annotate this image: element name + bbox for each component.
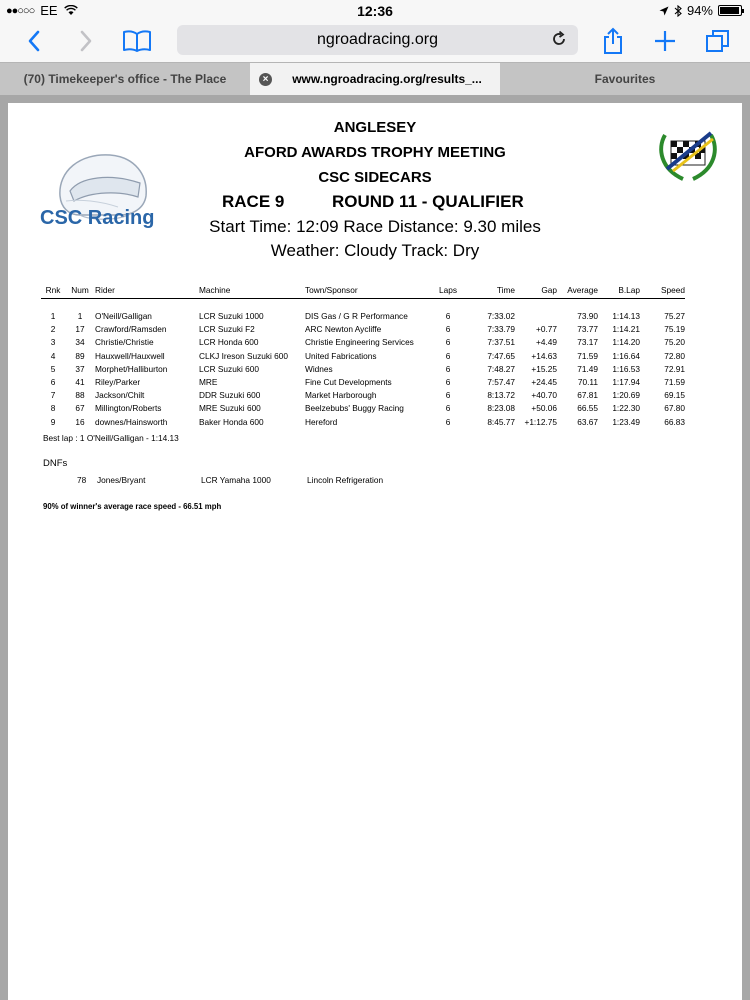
new-tab-button[interactable] bbox=[652, 26, 678, 56]
cell-num: 37 bbox=[75, 363, 85, 374]
class-heading: CSC SIDECARS bbox=[318, 169, 432, 186]
dnf-town: Lincoln Refrigeration bbox=[307, 475, 384, 485]
bookmarks-button[interactable] bbox=[122, 26, 152, 56]
cell-gap: +15.25 bbox=[531, 363, 557, 374]
reload-icon bbox=[550, 30, 568, 48]
tab-favourites[interactable] bbox=[500, 63, 750, 95]
cell-machine: LCR Suzuki F2 bbox=[199, 324, 255, 335]
dnfs-heading: DNFs bbox=[43, 458, 68, 469]
tab-label: Favourites bbox=[594, 72, 656, 86]
cell-machine: MRE bbox=[199, 377, 218, 388]
tab-results-active[interactable] bbox=[250, 63, 500, 95]
cell-num: 41 bbox=[75, 377, 85, 388]
cell-time: 7:37.51 bbox=[487, 337, 515, 348]
cell-avg: 67.81 bbox=[577, 390, 598, 401]
chevron-left-icon bbox=[27, 30, 41, 52]
cell-laps: 6 bbox=[445, 416, 451, 427]
cell-time: 7:33.02 bbox=[487, 311, 515, 322]
cell-blap: 1:14.20 bbox=[612, 337, 640, 348]
cell-machine: LCR Suzuki 1000 bbox=[199, 311, 264, 322]
cell-laps: 6 bbox=[445, 350, 451, 361]
close-tab-button[interactable]: × bbox=[259, 73, 272, 86]
col-header: Gap bbox=[515, 283, 557, 299]
cell-time: 8:23.08 bbox=[487, 403, 515, 414]
cell-blap: 1:23.49 bbox=[612, 416, 640, 427]
col-header: Rnk bbox=[41, 283, 65, 299]
cell-machine: Baker Honda 600 bbox=[199, 416, 264, 427]
col-header: Town/Sponsor bbox=[305, 283, 435, 299]
cell-town: Widnes bbox=[305, 363, 333, 374]
cell-rider: Christie/Christie bbox=[95, 337, 154, 348]
cell-num: 88 bbox=[75, 390, 85, 401]
cell-avg: 66.55 bbox=[577, 403, 598, 414]
cell-num: 34 bbox=[75, 337, 85, 348]
table-row bbox=[41, 349, 685, 362]
cell-rider: Crawford/Ramsden bbox=[95, 324, 167, 335]
cell-rnk: 2 bbox=[50, 324, 56, 335]
cell-gap: +40.70 bbox=[531, 390, 557, 401]
speed-footnote: 90% of winner's average race speed - 66.51 mph bbox=[43, 502, 222, 511]
col-header: Rider bbox=[95, 283, 199, 299]
address-bar[interactable] bbox=[177, 25, 578, 55]
cell-gap: +4.49 bbox=[536, 337, 557, 348]
table-row bbox=[41, 336, 685, 349]
cell-rider: O'Neill/Galligan bbox=[95, 311, 152, 322]
battery-fill bbox=[720, 7, 739, 14]
cell-num: 67 bbox=[75, 403, 85, 414]
cell-time: 7:57.47 bbox=[487, 377, 515, 388]
cell-machine: CLKJ Ireson Suzuki 600 bbox=[199, 350, 289, 361]
chevron-right-icon bbox=[79, 30, 93, 52]
cell-blap: 1:14.13 bbox=[612, 311, 640, 322]
cell-machine: DDR Suzuki 600 bbox=[199, 390, 261, 401]
cell-gap: +0.77 bbox=[536, 324, 557, 335]
cell-rnk: 7 bbox=[50, 390, 56, 401]
battery-percent: 94% bbox=[686, 3, 713, 18]
col-header: Average bbox=[557, 283, 598, 299]
col-header: Machine bbox=[199, 283, 305, 299]
cell-avg: 71.49 bbox=[577, 363, 598, 374]
cell-blap: 1:22.30 bbox=[612, 403, 640, 414]
table-row bbox=[41, 323, 685, 336]
col-header: Speed bbox=[640, 283, 685, 299]
cell-avg: 71.59 bbox=[577, 350, 598, 361]
venue-heading: ANGLESEY bbox=[333, 119, 417, 136]
table-row bbox=[41, 389, 685, 402]
back-button[interactable] bbox=[22, 26, 46, 56]
tab-timekeeper[interactable] bbox=[0, 63, 250, 95]
cell-time: 7:33.79 bbox=[487, 324, 515, 335]
cell-gap: +14.63 bbox=[531, 350, 557, 361]
cell-town: ARC Newton Aycliffe bbox=[305, 324, 382, 335]
cell-time: 8:13.72 bbox=[487, 390, 515, 401]
cell-speed: 72.91 bbox=[664, 363, 685, 374]
cell-avg: 73.77 bbox=[577, 324, 598, 335]
cell-time: 7:48.27 bbox=[487, 363, 515, 374]
cell-machine: MRE Suzuki 600 bbox=[199, 403, 261, 414]
cell-rnk: 6 bbox=[50, 377, 56, 388]
cell-speed: 75.20 bbox=[664, 337, 685, 348]
cell-town: Beelzebubs' Buggy Racing bbox=[305, 403, 404, 414]
book-icon bbox=[122, 29, 152, 53]
cell-town: Fine Cut Developments bbox=[305, 377, 392, 388]
cell-avg: 73.90 bbox=[577, 311, 598, 322]
cell-town: Christie Engineering Services bbox=[305, 337, 414, 348]
cell-town: United Fabrications bbox=[305, 350, 377, 361]
carrier-label: EE bbox=[40, 3, 58, 18]
cell-gap: +50.06 bbox=[531, 403, 557, 414]
cell-laps: 6 bbox=[445, 363, 451, 374]
dnf-num: 78 bbox=[77, 475, 87, 485]
cell-rnk: 3 bbox=[50, 337, 56, 348]
cell-speed: 72.80 bbox=[664, 350, 685, 361]
cell-rnk: 5 bbox=[50, 363, 56, 374]
col-header: B.Lap bbox=[598, 283, 640, 299]
dnf-rider: Jones/Bryant bbox=[97, 475, 146, 485]
meeting-heading: AFORD AWARDS TROPHY MEETING bbox=[244, 144, 506, 161]
table-row bbox=[41, 415, 685, 428]
cell-rider: Hauxwell/Hauxwell bbox=[95, 350, 165, 361]
share-icon bbox=[601, 27, 625, 55]
url-text: ngroadracing.org bbox=[317, 31, 438, 48]
cell-machine: LCR Suzuki 600 bbox=[199, 363, 259, 374]
cell-rnk: 4 bbox=[50, 350, 56, 361]
cell-time: 7:47.65 bbox=[487, 350, 515, 361]
browser-toolbar bbox=[0, 22, 750, 62]
cell-laps: 6 bbox=[445, 324, 451, 335]
dnf-machine: LCR Yamaha 1000 bbox=[201, 475, 271, 485]
cell-gap: +1:12.75 bbox=[524, 416, 557, 427]
cell-rider: Riley/Parker bbox=[95, 377, 141, 388]
cell-rider: Morphet/Halliburton bbox=[95, 363, 168, 374]
race-number: RACE 9 bbox=[222, 192, 285, 211]
cell-speed: 75.19 bbox=[664, 324, 685, 335]
cell-rnk: 1 bbox=[50, 311, 56, 322]
forward-button[interactable] bbox=[74, 26, 98, 56]
signal-strength-icon: ●●○○○ bbox=[6, 4, 35, 17]
weather-track: Weather: Cloudy Track: Dry bbox=[270, 241, 480, 260]
cell-speed: 66.83 bbox=[664, 416, 685, 427]
table-row bbox=[41, 310, 685, 323]
tabs-icon bbox=[705, 28, 731, 54]
plus-icon bbox=[653, 29, 677, 53]
cell-blap: 1:20.69 bbox=[612, 390, 640, 401]
cell-laps: 6 bbox=[445, 337, 451, 348]
cell-speed: 69.15 bbox=[664, 390, 685, 401]
cell-blap: 1:16.53 bbox=[612, 363, 640, 374]
tabs-overview-button[interactable] bbox=[704, 26, 732, 56]
cell-rider: Millington/Roberts bbox=[95, 403, 162, 414]
cell-blap: 1:17.94 bbox=[612, 377, 640, 388]
share-button[interactable] bbox=[600, 26, 626, 56]
cell-num: 16 bbox=[75, 416, 85, 427]
cell-avg: 70.11 bbox=[577, 377, 598, 388]
tab-label: (70) Timekeeper's office - The Place bbox=[23, 72, 227, 86]
cell-rnk: 8 bbox=[50, 403, 56, 414]
col-header: Laps bbox=[435, 283, 461, 299]
cell-avg: 63.67 bbox=[577, 416, 598, 427]
col-header: Time bbox=[461, 283, 515, 299]
cell-town: Hereford bbox=[305, 416, 338, 427]
table-row bbox=[41, 362, 685, 375]
status-bar bbox=[0, 0, 750, 22]
table-header-row bbox=[41, 283, 685, 299]
cell-blap: 1:14.21 bbox=[612, 324, 640, 335]
start-time-distance: Start Time: 12:09 Race Distance: 9.30 miles bbox=[209, 217, 541, 236]
reload-button[interactable] bbox=[550, 30, 568, 53]
location-arrow-icon bbox=[659, 6, 669, 16]
cell-town: DIS Gas / G R Performance bbox=[305, 311, 408, 322]
cell-num: 17 bbox=[75, 324, 85, 335]
cell-speed: 67.80 bbox=[664, 403, 685, 414]
cell-rider: Jackson/Chilt bbox=[95, 390, 145, 401]
cell-rider: downes/Hainsworth bbox=[95, 416, 168, 427]
cell-laps: 6 bbox=[445, 311, 451, 322]
bluetooth-icon bbox=[674, 5, 682, 17]
tab-bar bbox=[0, 62, 750, 95]
cell-speed: 71.59 bbox=[664, 377, 685, 388]
cell-avg: 73.17 bbox=[577, 337, 598, 348]
cell-blap: 1:16.64 bbox=[612, 350, 640, 361]
cell-gap: +24.45 bbox=[531, 377, 557, 388]
cell-laps: 6 bbox=[445, 377, 451, 388]
web-page bbox=[8, 103, 742, 1000]
cell-time: 8:45.77 bbox=[487, 416, 515, 427]
cell-speed: 75.27 bbox=[664, 311, 685, 322]
spacer-row bbox=[41, 299, 685, 310]
battery-icon bbox=[718, 5, 742, 16]
cell-num: 89 bbox=[75, 350, 85, 361]
table-row bbox=[41, 402, 685, 415]
cell-laps: 6 bbox=[445, 390, 451, 401]
cell-machine: LCR Honda 600 bbox=[199, 337, 259, 348]
results-table bbox=[41, 283, 685, 428]
cell-gap bbox=[515, 310, 557, 323]
csc-racing-logo-text: CSC Racing bbox=[40, 207, 155, 229]
clock: 12:36 bbox=[357, 3, 393, 19]
cell-town: Market Harborough bbox=[305, 390, 377, 401]
best-lap: Best lap : 1 O'Neill/Galligan - 1:14.13 bbox=[43, 433, 179, 443]
round-label: ROUND 11 - QUALIFIER bbox=[332, 192, 524, 211]
cell-laps: 6 bbox=[445, 403, 451, 414]
table-row bbox=[41, 375, 685, 388]
tab-label: www.ngroadracing.org/results_... bbox=[292, 72, 482, 86]
cell-rnk: 9 bbox=[50, 416, 56, 427]
col-header: Num bbox=[65, 283, 95, 299]
cell-num: 1 bbox=[77, 311, 83, 322]
